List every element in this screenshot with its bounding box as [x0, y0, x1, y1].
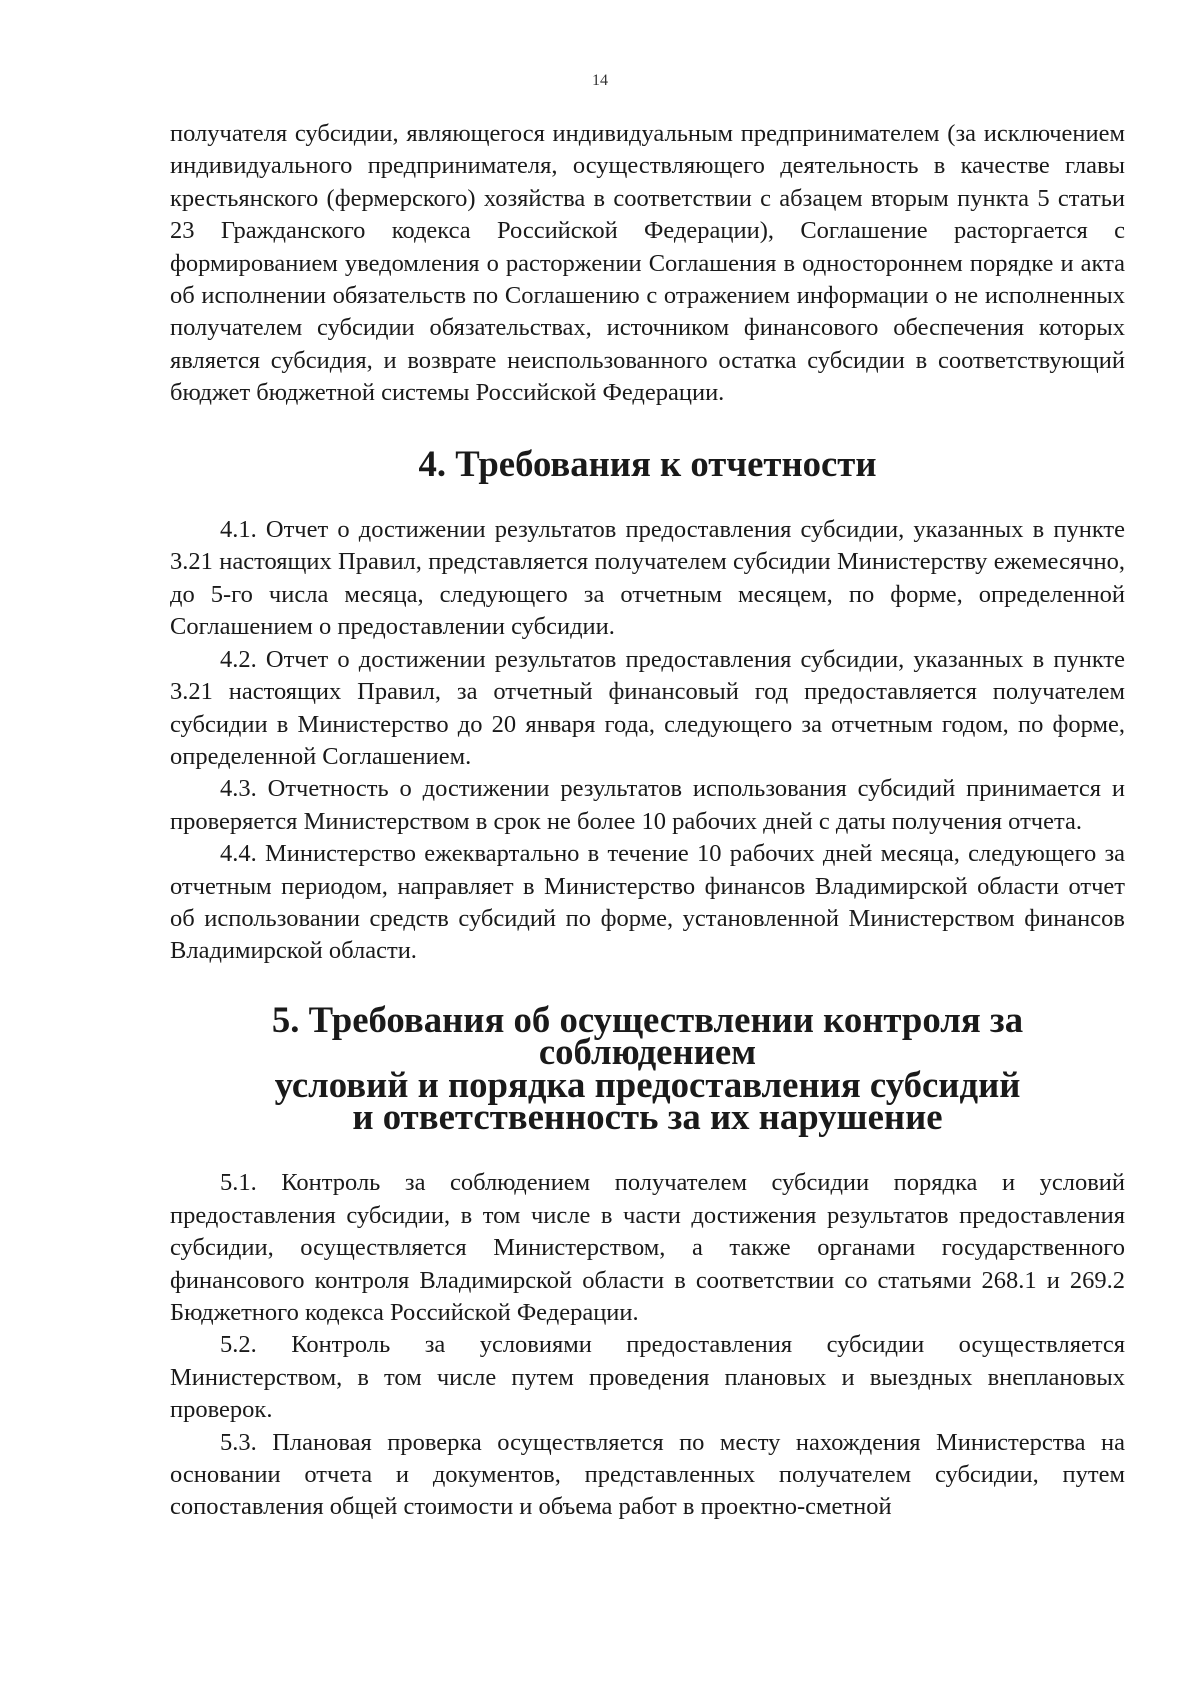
spacer — [170, 1133, 1125, 1167]
page-number: 14 — [592, 72, 608, 89]
section-4-title: 4. Требования к отчетности — [418, 442, 877, 484]
section-5-title — [170, 998, 1125, 1137]
paragraph-5-3: 5.3. Плановая проверка осуществляется по месту нахождения Министерства на основании отчета и документов, представленных получателем субсидии, путем сопоставления общей стоимости и объема работ в проектно-сметной — [170, 1428, 1125, 1521]
paragraph-4-2: 4.2. Отчет о достижении результатов предоставления субсидии, указанных в пункте 3.21 настоящих Правил, за отчетный финансовый год предоставляется получателем субсидии в Министерство до 20 января года, следующего за отчетным годом, по форме, определенной Соглашением. — [170, 645, 1125, 770]
paragraph-4-3: 4.3. Отчетность о достижении результатов использования субсидий принимается и проверяется Министерством в срок не более 10 рабочих дней с даты получения отчета. — [170, 775, 1125, 835]
paragraph-4-4: 4.4. Министерство ежеквартально в течение 10 рабочих дней месяца, следующего за отчетным периодом, направляет в Министерство финансов Владимирской области отчет об использовании средств субсидий по форме, установленной Министерством финансов Владимирской области. — [170, 840, 1125, 965]
document-body — [170, 118, 1125, 1524]
intro-paragraph: получателя субсидии, являющегося индивидуальным предпринимателем (за исключением индивидуального предпринимателя, осуществляющего деятельность в качестве главы крестьянского (фермерского) хозяйства в соответствии с абзацем вторым пункта 5 статьи 23 Гражданского кодекса Российской Федерации), Соглашение расторгается с формированием уведомления о расторжении Соглашения в одностороннем порядке и акта об исполнении обязательств по Соглашению с отражением информации о не исполненных получателем субсидии обязательствах, источником финансового обеспечения которых является субсидия, и возврате неиспользованного остатка субсидии в соответствующий бюджет бюджетной системы Российской Федерации. — [170, 120, 1125, 407]
paragraph-5-1: 5.1. Контроль за соблюдением получателем субсидии порядка и условий предоставления субсидии, в том числе в части достижения результатов предоставления субсидии, осуществляется Министерством, а также органами государственного финансового контроля Владимирской области в соответствии со статьями 268.1 и 269.2 Бюджетного кодекса Российской Федерации. — [170, 1169, 1125, 1326]
paragraph-5-2: 5.2. Контроль за условиями предоставления субсидии осуществляется Министерством, в том числе путем проведения плановых и выездных внеплановых проверок. — [170, 1331, 1125, 1424]
section-5-title-line-2: условий и порядка предоставления субсидий — [274, 1063, 1021, 1105]
paragraph-4-1: 4.1. Отчет о достижении результатов предоставления субсидии, указанных в пункте 3.21 настоящих Правил, представляется получателем субсидии Министерству ежемесячно, до 5-го числа месяца, следующего за отчетным месяцем, по форме, определенной Соглашением о предоставлении субсидии. — [170, 516, 1125, 641]
section-5-title-line-1: 5. Требования об осуществлении контроля за соблюдением — [271, 998, 1024, 1073]
spacer — [170, 410, 1125, 448]
spacer — [170, 480, 1125, 514]
section-5-title-line-3: и ответственность за их нарушение — [352, 1095, 943, 1137]
